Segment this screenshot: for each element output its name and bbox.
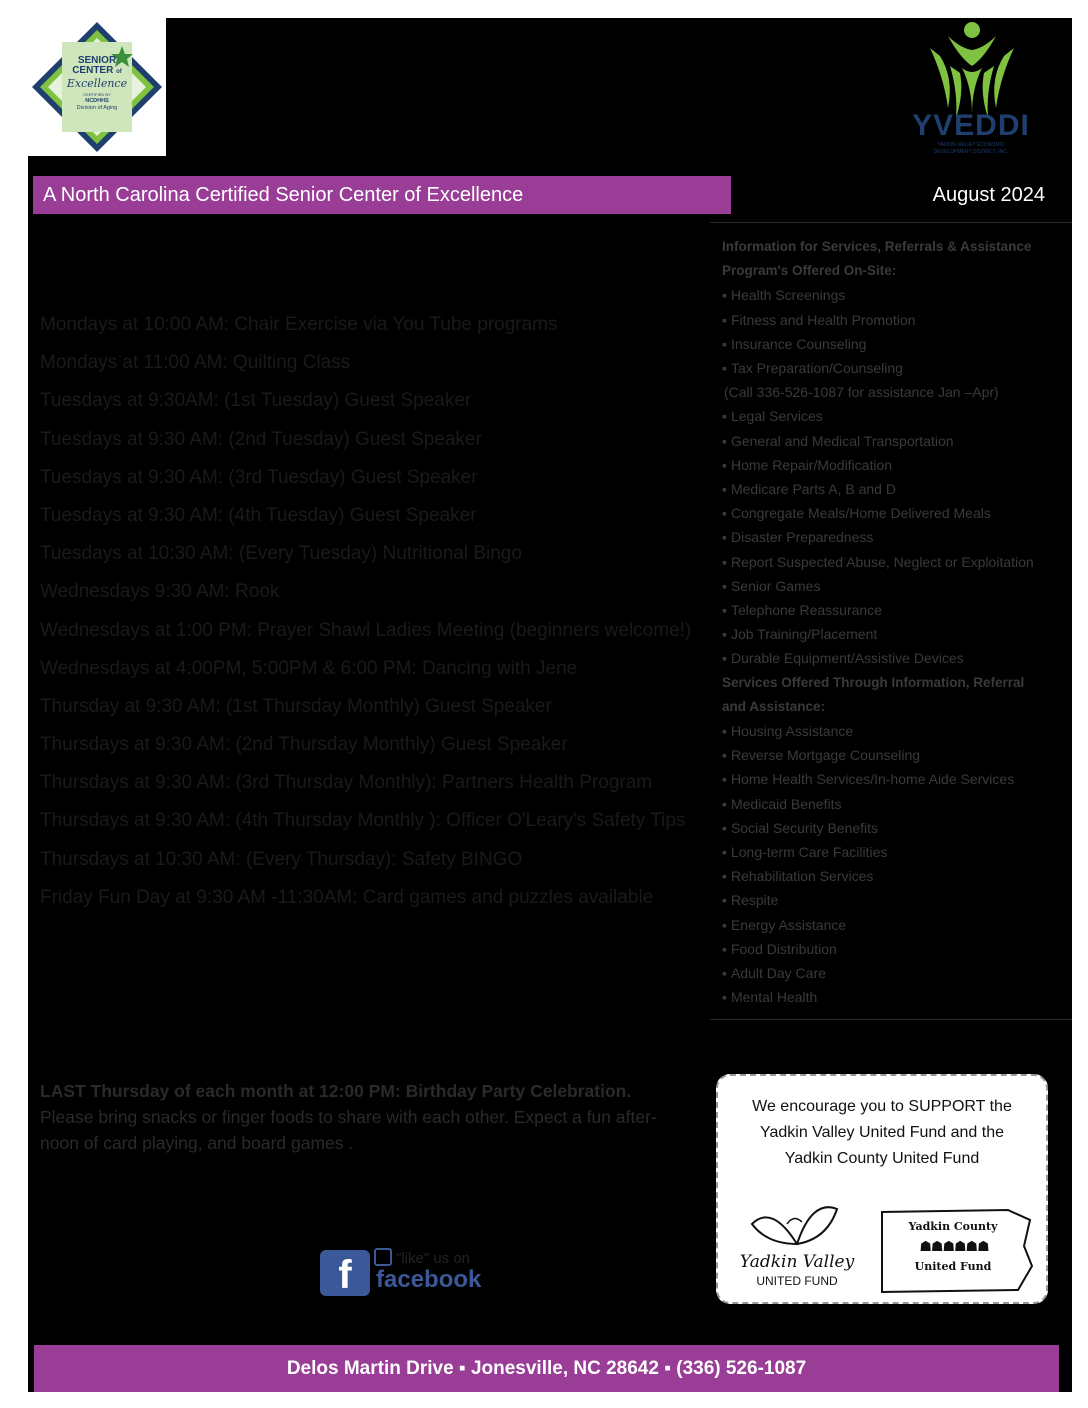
bullet-icon: ▪ bbox=[722, 892, 727, 909]
facebook-like-text: "like" us on bbox=[396, 1250, 471, 1267]
service-item-label: Food Distribution bbox=[730, 940, 837, 957]
service-item-label: Tax Preparation/Counseling bbox=[730, 360, 903, 377]
bullet-icon: ▪ bbox=[722, 529, 727, 546]
bullet-icon: ▪ bbox=[722, 989, 727, 1006]
logo-text-certified: CERTIFIED BY bbox=[83, 92, 111, 97]
schedule-item: Tuesdays at 9:30 AM: (3rd Tuesday) Guest Speaker bbox=[40, 466, 478, 488]
bullet-icon: ▪ bbox=[722, 505, 727, 522]
service-item-label: Housing Assistance bbox=[730, 723, 854, 740]
thumbs-up-icon bbox=[374, 1248, 392, 1266]
services-heading-onsite-1: Information for Services, Referrals & Assistance bbox=[722, 239, 1032, 254]
schedule-item: Mondays at 11:00 AM: Quilting Class bbox=[40, 352, 351, 374]
services-heading-referral-1: Services Offered Through Information, Referral bbox=[722, 674, 1025, 690]
service-item-label: Legal Services bbox=[730, 408, 823, 425]
schedule-item: Thursdays at 10:30 AM: (Every Thursday): Safety BINGO bbox=[40, 848, 523, 870]
bullet-icon: ▪ bbox=[722, 287, 727, 304]
bullet-icon: ▪ bbox=[722, 650, 727, 667]
yveddi-name: YVEDDI bbox=[912, 109, 1030, 142]
bullet-icon: ▪ bbox=[722, 432, 727, 449]
facebook-brand-text: facebook bbox=[376, 1266, 482, 1293]
service-item bbox=[722, 283, 1072, 307]
service-item bbox=[722, 913, 1072, 937]
yveddi-tagline-1: YADKIN VALLEY ECONOMIC bbox=[937, 142, 1005, 148]
service-item-label: Rehabilitation Services bbox=[730, 868, 874, 885]
service-item-label: Senior Games bbox=[730, 577, 821, 594]
service-item bbox=[722, 477, 1072, 501]
service-item-label: Adult Day Care bbox=[730, 965, 826, 982]
service-item bbox=[722, 308, 1072, 332]
birthday-line-2: Please bring snacks or finger foods to share with each other. Expect a fun after- bbox=[40, 1107, 657, 1127]
service-item bbox=[722, 429, 1072, 453]
service-item-label: Job Training/Placement bbox=[730, 626, 878, 643]
footer-address: Delos Martin Drive ▪ Jonesville, NC 28642 ▪ (336) 526-1087 bbox=[34, 1345, 1059, 1392]
bullet-icon: ▪ bbox=[722, 577, 727, 594]
service-item-label: Fitness and Health Promotion bbox=[730, 311, 916, 328]
service-item bbox=[722, 743, 1072, 767]
newsletter-subtitle: A North Carolina Certified Senior Center of Excellence bbox=[33, 176, 731, 214]
logo-text-division: Division of Aging bbox=[76, 105, 118, 111]
bullet-icon: ▪ bbox=[722, 965, 727, 982]
newsletter-date: August 2024 bbox=[733, 176, 1059, 214]
schedule-item: Friday Fun Day at 9:30 AM -11:30AM: Card games and puzzles available bbox=[40, 886, 654, 908]
senior-center-excellence-logo bbox=[28, 18, 166, 156]
service-item bbox=[722, 767, 1072, 791]
bullet-icon: ▪ bbox=[722, 602, 727, 619]
support-line-1: We encourage you to SUPPORT the bbox=[752, 1098, 1012, 1115]
schedule-item: Thursday at 9:30 AM: (1st Thursday Monthly) Guest Speaker bbox=[40, 695, 552, 717]
weekly-schedule bbox=[40, 312, 700, 923]
service-item-label: Disaster Preparedness bbox=[730, 529, 874, 546]
service-item-label: Respite bbox=[730, 892, 779, 909]
schedule-item: Mondays at 10:00 AM: Chair Exercise via You Tube programs bbox=[40, 314, 558, 335]
service-item-label: Reverse Mortgage Counseling bbox=[730, 747, 921, 764]
service-item bbox=[722, 525, 1072, 549]
services-heading-onsite-2: Program's Offered On-Site: bbox=[722, 263, 897, 279]
facebook-f-icon: f bbox=[320, 1250, 370, 1296]
service-item bbox=[722, 646, 1072, 670]
onsite-services-list-2 bbox=[722, 404, 1072, 670]
service-item-label: Medicare Parts A, B and D bbox=[730, 481, 896, 498]
service-item-label: Social Security Benefits bbox=[730, 819, 879, 836]
service-item-label: Home Health Services/In-home Aide Services bbox=[730, 771, 1015, 788]
butterfly-icon bbox=[732, 1194, 862, 1254]
service-item bbox=[722, 719, 1072, 743]
facebook-like-link[interactable] bbox=[320, 1248, 500, 1308]
support-line-3: Yadkin County United Fund bbox=[784, 1150, 980, 1167]
referral-services-list bbox=[722, 719, 1072, 1009]
bullet-icon: ▪ bbox=[722, 408, 727, 425]
service-item bbox=[722, 332, 1072, 356]
service-item-label: Report Suspected Abuse, Neglect or Exploitation bbox=[730, 553, 1034, 570]
service-item bbox=[722, 888, 1072, 912]
service-item-label: Durable Equipment/Assistive Devices bbox=[730, 650, 964, 667]
schedule-item: Wednesdays at 4:00PM, 5:00PM & 6:00 PM: Dancing with Jene bbox=[40, 657, 578, 679]
yv-logo-fund: UNITED FUND bbox=[756, 1274, 838, 1288]
service-item-label: Energy Assistance bbox=[730, 916, 847, 933]
service-item bbox=[722, 501, 1072, 525]
service-item bbox=[722, 404, 1072, 428]
bullet-icon: ▪ bbox=[722, 916, 727, 933]
logo-text-of: of bbox=[116, 69, 122, 75]
service-item-label: Telephone Reassurance bbox=[730, 602, 882, 619]
schedule-item: Wednesdays 9:30 AM: Rook bbox=[40, 581, 280, 603]
yc-logo-name: Yadkin County bbox=[908, 1220, 998, 1233]
bullet-icon: ▪ bbox=[722, 481, 727, 498]
service-item bbox=[722, 864, 1072, 888]
service-item-label: General and Medical Transportation bbox=[730, 432, 954, 449]
service-item bbox=[722, 574, 1072, 598]
bullet-icon: ▪ bbox=[722, 311, 727, 328]
bullet-icon: ▪ bbox=[722, 456, 727, 473]
birthday-notice bbox=[40, 1078, 710, 1156]
service-item bbox=[722, 937, 1072, 961]
service-item-label: Home Repair/Modification bbox=[730, 456, 893, 473]
schedule-item: Thursdays at 9:30 AM: (3rd Thursday Monthly): Partners Health Program bbox=[40, 772, 653, 794]
schedule-item: Tuesdays at 10:30 AM: (Every Tuesday) Nutritional Bingo bbox=[40, 543, 522, 565]
yveddi-logo bbox=[900, 18, 1060, 166]
service-item bbox=[722, 550, 1072, 574]
bullet-icon: ▪ bbox=[722, 360, 727, 377]
service-item bbox=[722, 622, 1072, 646]
service-item bbox=[722, 840, 1072, 864]
bullet-icon: ▪ bbox=[722, 795, 727, 812]
service-item-label: Long-term Care Facilities bbox=[730, 844, 888, 861]
united-fund-support-box bbox=[716, 1074, 1048, 1304]
service-item bbox=[722, 598, 1072, 622]
schedule-item: Thursdays at 9:30 AM: (2nd Thursday Monthly) Guest Speaker bbox=[40, 734, 568, 756]
tax-note: (Call 336-526-1087 for assistance Jan –Apr) bbox=[724, 384, 999, 401]
service-item-label: Congregate Meals/Home Delivered Meals bbox=[730, 505, 991, 522]
birthday-line-3: noon of card playing, and board games . bbox=[40, 1133, 354, 1153]
service-item bbox=[722, 792, 1072, 816]
bullet-icon: ▪ bbox=[722, 771, 727, 788]
services-heading-referral-2: and Assistance: bbox=[722, 698, 826, 714]
service-item bbox=[722, 961, 1072, 985]
support-line-2: Yadkin Valley United Fund and the bbox=[759, 1124, 1004, 1141]
people-chain-icon: ☗☗☗☗☗☗ bbox=[919, 1238, 989, 1254]
schedule-item: Thursdays at 9:30 AM: (4th Thursday Monthly ): Officer O'Leary's Safety Tips bbox=[40, 810, 686, 832]
service-item-label: Mental Health bbox=[730, 989, 818, 1006]
onsite-services-list bbox=[722, 283, 1072, 380]
yv-logo-name: Yadkin Valley bbox=[739, 1252, 855, 1272]
schedule-item: Tuesdays at 9:30 AM: (4th Tuesday) Guest Speaker bbox=[40, 504, 477, 526]
service-item bbox=[722, 985, 1072, 1009]
schedule-item: Tuesdays at 9:30AM: (1st Tuesday) Guest Speaker bbox=[40, 390, 472, 412]
bullet-icon: ▪ bbox=[722, 844, 727, 861]
bullet-icon: ▪ bbox=[722, 335, 727, 352]
birthday-heading: LAST Thursday of each month at 12:00 PM: Birthday Party Celebration. bbox=[40, 1081, 632, 1101]
schedule-item: Tuesdays at 9:30 AM: (2nd Tuesday) Guest Speaker bbox=[40, 428, 482, 450]
yveddi-tagline-2: DEVELOPMENT DISTRICT, INC. bbox=[933, 149, 1009, 155]
service-item-label: Health Screenings bbox=[730, 287, 846, 304]
logo-text-excellence: Excellence bbox=[66, 77, 128, 90]
bullet-icon: ▪ bbox=[722, 723, 727, 740]
service-item bbox=[722, 453, 1072, 477]
service-item bbox=[722, 816, 1072, 840]
services-sidebar bbox=[710, 222, 1072, 1020]
yadkin-valley-united-fund-logo bbox=[732, 1194, 862, 1294]
bullet-icon: ▪ bbox=[722, 553, 727, 570]
bullet-icon: ▪ bbox=[722, 747, 727, 764]
yc-logo-fund: United Fund bbox=[914, 1260, 992, 1273]
schedule-item: Wednesdays at 1:00 PM: Prayer Shawl Ladies Meeting (beginners welcome!) bbox=[40, 619, 692, 641]
service-item-label: Insurance Counseling bbox=[730, 335, 867, 352]
service-item bbox=[722, 356, 1072, 380]
logo-text-ncdhhs: NCDHHS bbox=[85, 98, 109, 104]
bullet-icon: ▪ bbox=[722, 868, 727, 885]
bullet-icon: ▪ bbox=[722, 626, 727, 643]
yadkin-county-united-fund-logo bbox=[878, 1206, 1036, 1296]
bullet-icon: ▪ bbox=[722, 819, 727, 836]
logo-text-senior: SENIOR bbox=[77, 55, 117, 66]
logo-text-center: CENTER bbox=[72, 65, 114, 76]
bullet-icon: ▪ bbox=[722, 940, 727, 957]
service-item-label: Medicaid Benefits bbox=[730, 795, 842, 812]
